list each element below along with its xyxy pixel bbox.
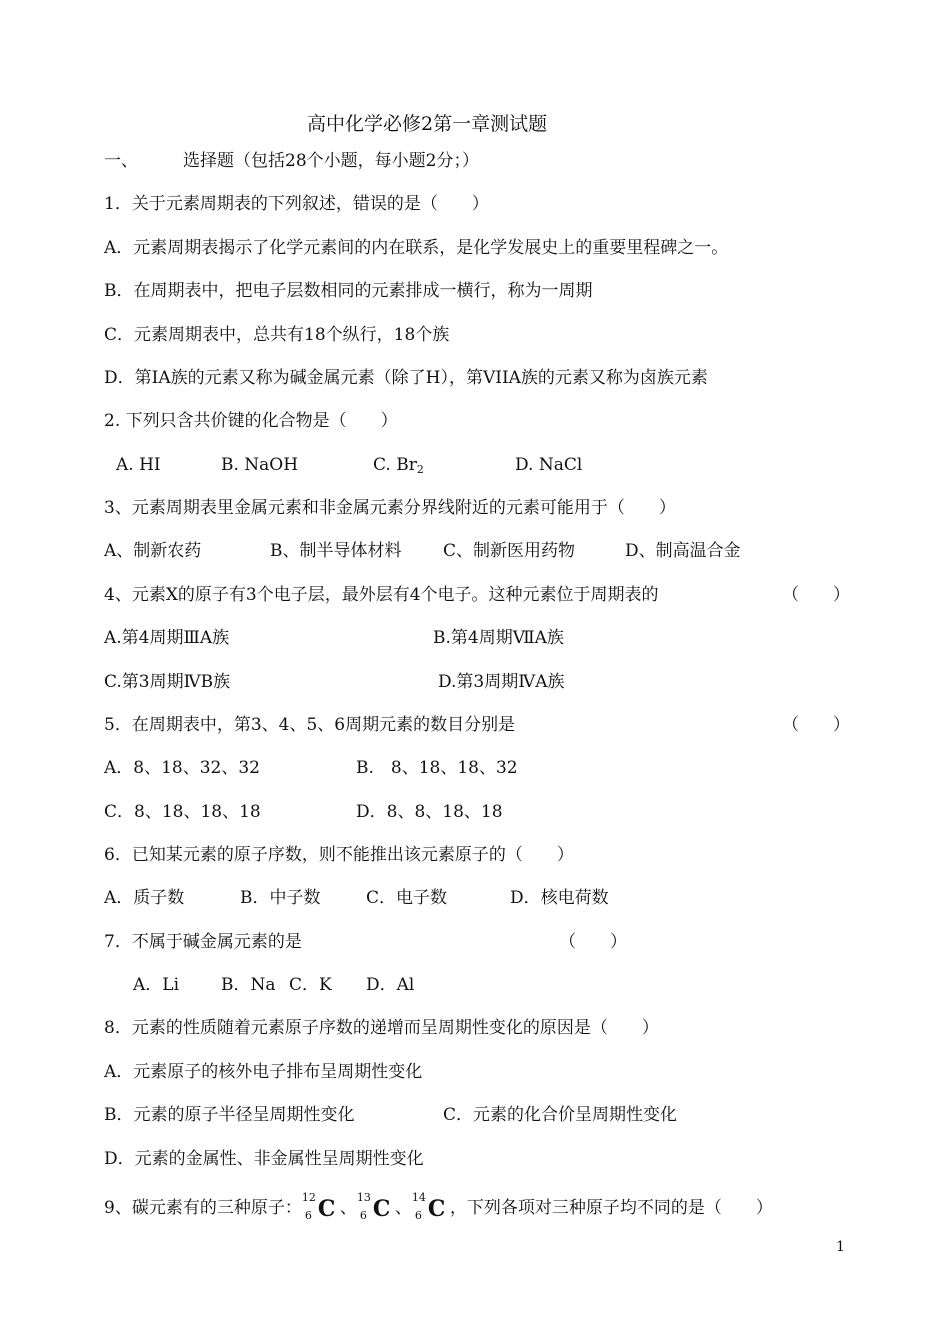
question-7-option-a: A．Li bbox=[133, 975, 180, 995]
question-3-option-c: C、制新医用药物 bbox=[443, 541, 576, 561]
carbon-13-nuclide bbox=[356, 1190, 395, 1222]
question-4-option-c: C.第3周期ⅣB族 bbox=[104, 672, 231, 692]
question-5-option-c: C．8、18、18、18 bbox=[104, 802, 261, 822]
question-8-option-c: C．元素的化合价呈周期性变化 bbox=[443, 1105, 678, 1125]
question-6-stem: 6．已知某元素的原子序数，则不能推出该元素原子的（ ） bbox=[104, 845, 574, 865]
question-9-stem bbox=[104, 1190, 773, 1222]
question-4-option-a: A.第4周期ⅢA族 bbox=[104, 628, 230, 648]
question-6-option-d: D．核电荷数 bbox=[510, 888, 609, 908]
question-5-option-b: B. 8、18、18、32 bbox=[356, 758, 518, 778]
page-title: 高中化学必修2第一章测试题 bbox=[307, 113, 548, 135]
question-6-option-a: A．质子数 bbox=[104, 888, 185, 908]
question-7-option-d: D．Al bbox=[366, 975, 415, 995]
element-symbol: C bbox=[317, 1195, 336, 1222]
question-8-option-d: D．元素的金属性、非金属性呈周期性变化 bbox=[104, 1149, 424, 1169]
question-3-stem: 3、元素周期表里金属元素和非金属元素分界线附近的元素可能用于（ ） bbox=[104, 498, 676, 518]
mass-number: 14 bbox=[411, 1190, 426, 1204]
element-symbol: C bbox=[372, 1195, 391, 1222]
carbon-14-nuclide bbox=[411, 1190, 450, 1222]
question-5-bracket: （ ） bbox=[782, 715, 850, 735]
question-1-option-d: D．第IA族的元素又称为碱金属元素（除了H），第VIIA族的元素又称为卤族元素 bbox=[104, 368, 708, 388]
question-6-option-c: C．电子数 bbox=[366, 888, 448, 908]
option-c-text: C. Br bbox=[373, 455, 417, 475]
atomic-number: 6 bbox=[414, 1208, 422, 1222]
question-1-option-c: C．元素周期表中，总共有18个纵行，18个族 bbox=[104, 325, 450, 345]
question-9-suffix: ，下列各项对三种原子均不同的是（ ） bbox=[449, 1198, 773, 1218]
atomic-number: 6 bbox=[304, 1208, 312, 1222]
mass-number: 12 bbox=[301, 1190, 316, 1204]
subscript: 2 bbox=[416, 463, 424, 476]
question-6-option-b: B．中子数 bbox=[240, 888, 321, 908]
question-5-option-d: D．8、8、18、18 bbox=[356, 802, 503, 822]
question-3-option-b: B、制半导体材料 bbox=[270, 541, 402, 561]
question-4-bracket: （ ） bbox=[782, 585, 850, 605]
question-3-option-a: A、制新农药 bbox=[104, 541, 202, 561]
separator: 、 bbox=[394, 1198, 412, 1218]
question-4-option-b: B.第4周期ⅦA族 bbox=[433, 628, 564, 648]
element-symbol: C bbox=[427, 1195, 446, 1222]
mass-number: 13 bbox=[356, 1190, 371, 1204]
question-1-stem: 1．关于元素周期表的下列叙述，错误的是（ ） bbox=[104, 194, 489, 214]
question-1-option-a: A．元素周期表揭示了化学元素间的内在联系，是化学发展史上的重要里程碑之一。 bbox=[104, 238, 729, 258]
question-1-option-b: B．在周期表中，把电子层数相同的元素排成一横行，称为一周期 bbox=[104, 281, 593, 301]
question-7-stem: 7．不属于碱金属元素的是 bbox=[104, 932, 302, 952]
section-heading: 选择题（包括28个小题，每小题2分；） bbox=[183, 151, 479, 171]
question-7-option-c: C．K bbox=[289, 975, 332, 995]
section-number: 一、 bbox=[104, 151, 138, 171]
question-3-option-d: D、制高温合金 bbox=[625, 541, 741, 561]
question-4-stem: 4、元素X的原子有3个电子层，最外层有4个电子。这种元素位于周期表的 bbox=[104, 585, 659, 605]
question-8-option-a: A．元素原子的核外电子排布呈周期性变化 bbox=[104, 1062, 423, 1082]
carbon-12-nuclide bbox=[301, 1190, 340, 1222]
question-2-stem: 2. 下列只含共价键的化合物是（ ） bbox=[104, 411, 398, 431]
separator: 、 bbox=[339, 1198, 357, 1218]
question-7-bracket: （ ） bbox=[559, 932, 627, 952]
question-2-option-a: A. HI bbox=[116, 455, 161, 475]
question-8-option-b: B．元素的原子半径呈周期性变化 bbox=[104, 1105, 355, 1125]
question-2-option-c bbox=[373, 454, 424, 481]
question-9-prefix: 9、碳元素有的三种原子： bbox=[104, 1198, 302, 1218]
question-8-stem: 8．元素的性质随着元素原子序数的递增而呈周期性变化的原因是（ ） bbox=[104, 1018, 659, 1038]
atomic-number: 6 bbox=[359, 1208, 367, 1222]
question-2-option-b: B. NaOH bbox=[221, 455, 299, 475]
page-number: 1 bbox=[836, 1239, 845, 1255]
question-4-option-d: D.第3周期ⅣA族 bbox=[438, 672, 565, 692]
question-7-option-b: B．Na bbox=[221, 975, 276, 995]
question-5-option-a: A．8、18、32、32 bbox=[104, 758, 260, 778]
question-2-option-d: D. NaCl bbox=[515, 455, 583, 475]
question-5-stem: 5．在周期表中，第3、4、5、6周期元素的数目分别是 bbox=[104, 715, 516, 735]
